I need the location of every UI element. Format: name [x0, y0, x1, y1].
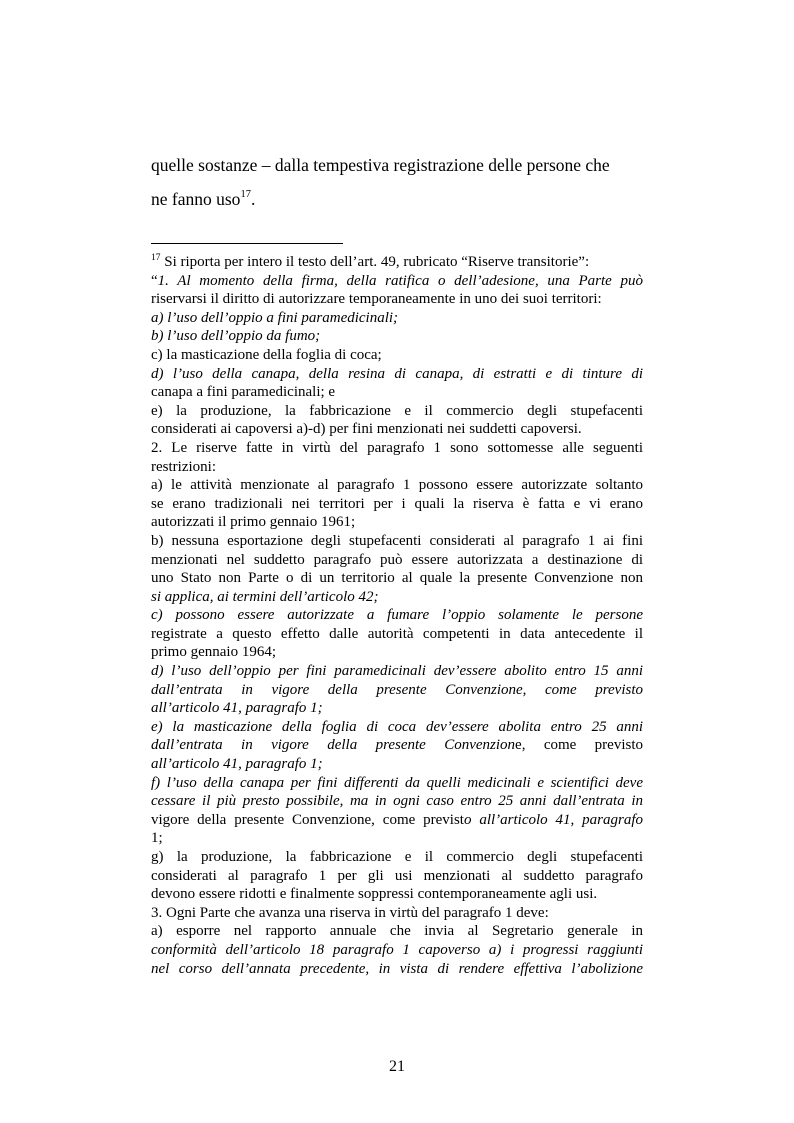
footnote-line	[151, 681, 643, 700]
footnote-line	[151, 625, 643, 644]
footnote-text-segment: o all’articolo 41, paragrafo	[463, 811, 643, 828]
footnote-text-segment: d) l’uso dell’oppio per fini paramedicinali dev’essere abolito entro 15 anni	[151, 663, 643, 680]
footnote-line	[151, 829, 643, 848]
footnote-text-segment: se erano tradizionali nei territori per i quali la riserva è fatta e vi erano	[151, 495, 643, 512]
footnote-line	[151, 718, 643, 737]
footnote-text-segment: “	[151, 272, 158, 289]
footnote-text-segment: considerati ai capoversi a)-d) per fini menzionati nei suddetti capoversi.	[151, 421, 582, 438]
footnote-line	[151, 402, 643, 421]
footnote-text-segment: vigore della presente Convenzione, come previst	[151, 811, 464, 828]
footnote-line	[151, 290, 643, 309]
footnote-line	[151, 755, 643, 774]
footnote-17	[151, 253, 643, 978]
footnote-line	[151, 551, 643, 570]
footnote-line	[151, 885, 643, 904]
footnote-line	[151, 420, 643, 439]
footnote-line	[151, 774, 643, 793]
body-paragraph	[151, 148, 643, 216]
footnote-text-segment: dall’entrata in vigore della presente Convenzione, come previsto	[151, 681, 643, 698]
footnote-text-segment: b) l’uso dell’oppio da fumo;	[151, 328, 321, 345]
page-number: 21	[389, 1058, 405, 1075]
footnote-line	[151, 365, 643, 384]
footnote-text-segment: riservarsi il diritto di autorizzare temporaneamente in uno dei suoi territori:	[151, 291, 602, 308]
footnote-text-segment: devono essere ridotti e finalmente soppressi contemporaneamente agli usi.	[151, 886, 598, 903]
footnote-text-segment: a) esporre nel rapporto annuale che invia al Segretario generale in	[151, 923, 643, 940]
body-line-2-text: ne fanno uso	[151, 189, 241, 209]
footnote-line	[151, 458, 643, 477]
footnote-text-segment: cessare il più presto possibile, ma in ogni caso entro 25 anni dall’entrata in	[151, 793, 643, 810]
footnote-line	[151, 309, 643, 328]
footnote-line	[151, 588, 643, 607]
footnote-text-segment: registrate a questo effetto dalle autorità competenti in data antecedente il	[151, 625, 643, 642]
footnote-line	[151, 327, 643, 346]
footnote-line	[151, 941, 643, 960]
footnote-line	[151, 383, 643, 402]
footnote-line	[151, 960, 643, 979]
footnote-line	[151, 904, 643, 923]
footnote-line	[151, 848, 643, 867]
footnote-text-segment: d) l’uso della canapa, della resina di canapa, di estratti e di tinture di	[151, 365, 643, 382]
footnote-line	[151, 643, 643, 662]
footnote-line	[151, 476, 643, 495]
footnote-line	[151, 569, 643, 588]
body-line-2-end: .	[250, 189, 256, 209]
footnote-text-segment: e) la produzione, la fabbricazione e il commercio degli stupefacenti	[151, 402, 643, 419]
footnote-text-segment: 3. Ogni Parte che avanza una riserva in virtù del paragrafo 1 deve:	[151, 904, 549, 921]
footnote-text-segment: b) nessuna esportazione degli stupefacenti considerati al paragrafo 1 ai fini	[151, 532, 643, 549]
footnote-text-segment: uno Stato non Parte o di un territorio al quale la presente Convenzione non	[151, 570, 643, 587]
footnote-text-segment: e) la masticazione della foglia di coca dev’essere abolita entro 25 anni	[151, 718, 643, 735]
footnote-line	[151, 439, 643, 458]
footnote-line	[151, 867, 643, 886]
footnote-text-segment: restrizioni:	[151, 458, 216, 475]
footnote-text-segment: c) possono essere autorizzate a fumare l’oppio solamente le persone	[151, 607, 643, 624]
footnote-text-segment: canapa a fini paramedicinali; e	[151, 384, 336, 401]
footnote-text-segment: a) l’uso dell’oppio a fini paramedicinali;	[151, 309, 399, 326]
footnote-text-segment: e, come previsto	[515, 737, 643, 754]
footnote-text-segment: autorizzati il primo gennaio 1961;	[151, 514, 356, 531]
footnote-text-segment: nel corso dell’annata precedente, in vista di rendere effettiva l’abolizione	[151, 960, 643, 977]
footnote-line	[151, 253, 643, 272]
footnote-text-segment: 1;	[151, 830, 163, 847]
footnote-text-segment: Si riporta per intero il testo dell’art. 49, rubricato “Riserve transitorie”:	[160, 254, 590, 270]
footnote-text-segment: primo gennaio 1964;	[151, 644, 276, 661]
footnote-line	[151, 811, 643, 830]
footnote-line	[151, 495, 643, 514]
footnote-text-segment: a) le attività menzionate al paragrafo 1 possono essere autorizzate soltanto	[151, 477, 643, 494]
footnote-text-segment: menzionati nel suddetto paragrafo può essere autorizzata a destinazione di	[151, 551, 643, 568]
footnote-line	[151, 922, 643, 941]
footnote-line	[151, 272, 643, 291]
footnote-line	[151, 513, 643, 532]
footnote-separator	[151, 243, 343, 244]
footnote-line	[151, 346, 643, 365]
footnote-text-segment: conformità dell’articolo 18 paragrafo 1 capoverso a) i progressi raggiunti	[151, 941, 643, 958]
footnote-text-segment: all’articolo 41, paragrafo 1;	[151, 700, 323, 717]
footnote-text-segment: considerati al paragrafo 1 per gli usi menzionati al suddetto paragrafo	[151, 867, 643, 884]
footnote-text-segment: all’articolo 41, paragrafo 1;	[151, 756, 323, 773]
footnote-text-segment: g) la produzione, la fabbricazione e il commercio degli stupefacenti	[151, 849, 643, 865]
footnote-line	[151, 699, 643, 718]
footnote-text-segment: f) l’uso della canapa per fini differenti da quelli medicinali e scientifici deve	[151, 774, 643, 791]
footnote-reference: 17	[240, 189, 251, 200]
footnote-line	[151, 606, 643, 625]
footnote-line	[151, 532, 643, 551]
footnote-text-segment: 2. Le riserve fatte in virtù del paragrafo 1 sono sottomesse alle seguenti	[151, 439, 643, 456]
body-line-1: quelle sostanze – dalla tempestiva registrazione delle persone che	[151, 155, 610, 175]
footnote-line	[151, 792, 643, 811]
footnote-number: 17	[151, 253, 161, 263]
footnote-text-segment: 1. Al momento della firma, della ratifica o dell’adesione, una Parte può	[157, 272, 643, 289]
footnote-line	[151, 662, 643, 681]
footnote-text-segment: c) la masticazione della foglia di coca;	[151, 346, 382, 363]
footnote-text-segment: si applica, ai termini dell’articolo 42;	[151, 588, 379, 605]
footnote-text-segment: dall’entrata in vigore della presente Convenzion	[151, 737, 516, 754]
footnote-line	[151, 736, 643, 755]
body-line-2	[151, 182, 643, 216]
